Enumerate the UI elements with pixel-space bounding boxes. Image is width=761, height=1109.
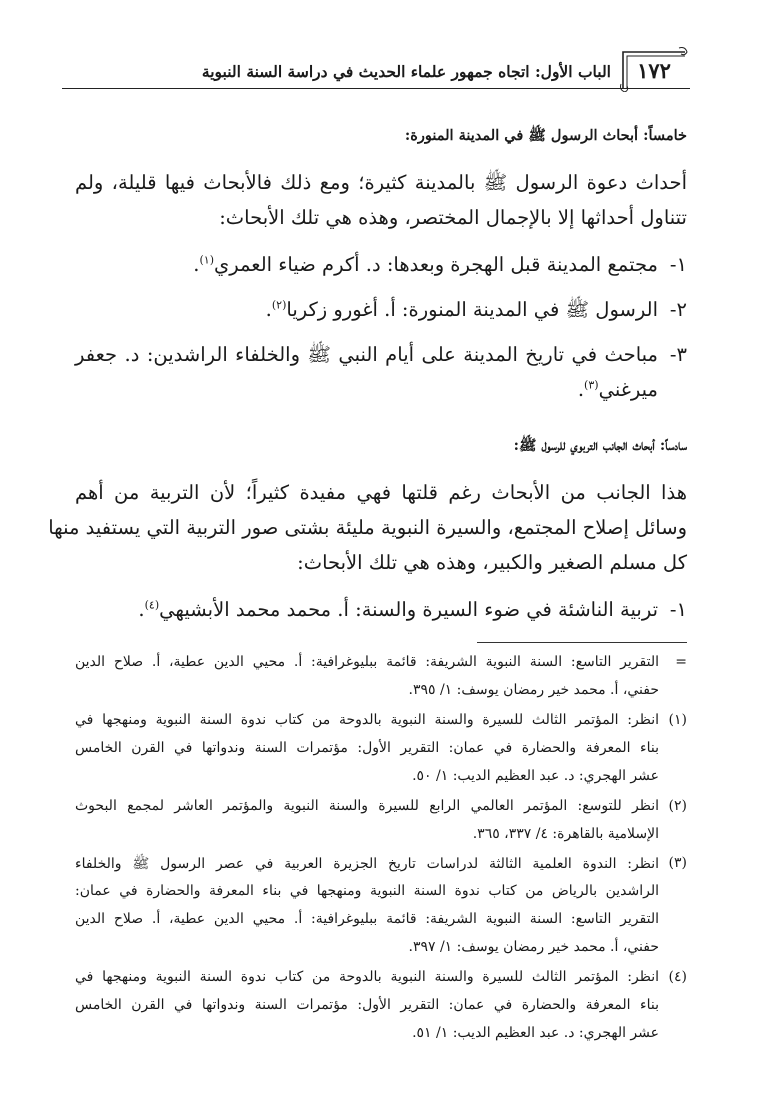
footnote-line: التقرير التاسع: السنة النبوية الشريفة: قائمة ببليوغرافية: أ. محيي الدين عطية، أ. صلاح الدين [75,654,659,670]
footnote-line: انظر: المؤتمر الثالث للسيرة والسنة النبوية بالدوحة من كتاب ندوة السنة النبوية ومنهجها في [75,969,659,985]
footnote-reference: (٤) [144,598,160,612]
list-item-number: ١- [669,253,687,276]
running-header-title: الباب الأول: اتجاه جمهور علماء الحديث في دراسة السنة النبوية [201,62,611,81]
footnote-marker: (٤) [668,969,687,985]
list-item-text-continued: ميرغني$^{(٣)}$. [577,378,658,401]
footnote-reference: (١) [199,253,214,267]
list-item-text: مجتمع المدينة قبل الهجرة وبعدها: د. أكرم ضياء العمري$^{(١)}$. [193,253,658,276]
footnote-line: عشر الهجري: د. عبد العظيم الديب: ١/ ٥١. [412,1025,659,1041]
footnote-reference: (٣) [584,378,599,392]
section-5-paragraph-line-2: تتناول أحداثها إلا بالإجمال المختصر، وهذه هي تلك الأبحاث: [219,206,687,229]
footnote-line: انظر: المؤتمر الثالث للسيرة والسنة النبوية بالدوحة من كتاب ندوة السنة النبوية ومنهجها في [75,712,659,728]
footnote-marker: = [675,654,687,670]
section-6-heading: سادساً: أبحاث الجانب التربوي للرسول ﷺ: [513,437,687,454]
footnote-line: بناء المعرفة والحضارة في عمان: التقرير الأول: مؤتمرات السنة وندواتها في القرن الخامس [75,997,659,1013]
footnote-line: التقرير التاسع: السنة النبوية الشريفة: قائمة ببليوغرافية: أ. محيي الدين عطية، أ. صلاح الدين [75,911,659,927]
footnote-marker: (١) [668,712,687,728]
list-item-text: مباحث في تاريخ المدينة على أيام النبي ﷺ والخلفاء الراشدين: د. جعفر [75,343,658,366]
footnote-separator [477,642,687,643]
list-item-text: الرسول ﷺ في المدينة المنورة: أ. أغورو زكريا$^{(٢)}$. [265,298,658,321]
footnote-marker: (٣) [668,855,687,871]
footnote-line: الراشدين بالرياض من كتاب ندوة السنة النبوية ومنهجها في بناء المعرفة والحضارة في عمان: [75,883,659,899]
footnote-reference: (٢) [271,298,287,312]
footnote-line: انظر للتوسع: المؤتمر العالمي الرابع للسيرة والسنة النبوية والمؤتمر العاشر لمجمع البحوث [75,798,659,814]
list-item-number: ٢- [669,298,687,321]
section-6-paragraph-line-1: هذا الجانب من الأبحاث رغم قلتها فهي مفيدة كثيراً؛ لأن التربية من أهم [75,481,687,504]
footnote-marker: (٢) [668,798,687,814]
list-item-text: تربية الناشئة في ضوء السيرة والسنة: أ. محمد محمد الأبشيهي$^{(٤)}$. [138,598,658,621]
header-rule [62,88,690,89]
section-5-heading: خامساً: أبحاث الرسول ﷺ في المدينة المنورة: [404,127,687,144]
footnote-line: حفني، أ. محمد خير رمضان يوسف: ١/ ٣٩٥. [408,682,659,698]
section-6-paragraph-line-2: وسائل إصلاح المجتمع، والسيرة النبوية مليئة بشتى صور التربية التي يستفيد منها [48,516,687,539]
page-number: ١٧٢ [637,58,671,83]
footnote-line: حفني، أ. محمد خير رمضان يوسف: ١/ ٣٩٧. [408,939,659,955]
footnote-line: الإسلامية بالقاهرة: ٤/ ٣٣٧، ٣٦٥. [472,826,659,842]
section-5-paragraph-line-1: أحداث دعوة الرسول ﷺ بالمدينة كثيرة؛ ومع ذلك فالأبحاث فيها قليلة، ولم [75,171,687,194]
section-6-paragraph-line-3: كل مسلم الصغير والكبير، وهذه هي تلك الأبحاث: [297,551,687,574]
footnote-line: انظر: الندوة العلمية الثالثة لدراسات تاريخ الجزيرة العربية في عصر الرسول ﷺ والخلفاء [75,856,659,872]
page-number-frame [619,46,689,88]
footnote-line: بناء المعرفة والحضارة في عمان: التقرير الأول: مؤتمرات السنة وندواتها في القرن الخامس [75,740,659,756]
list-item-number: ٣- [669,343,687,366]
footnote-line: عشر الهجري: د. عبد العظيم الديب: ١/ ٥٠. [412,768,659,784]
list-item-number: ١- [669,598,687,621]
